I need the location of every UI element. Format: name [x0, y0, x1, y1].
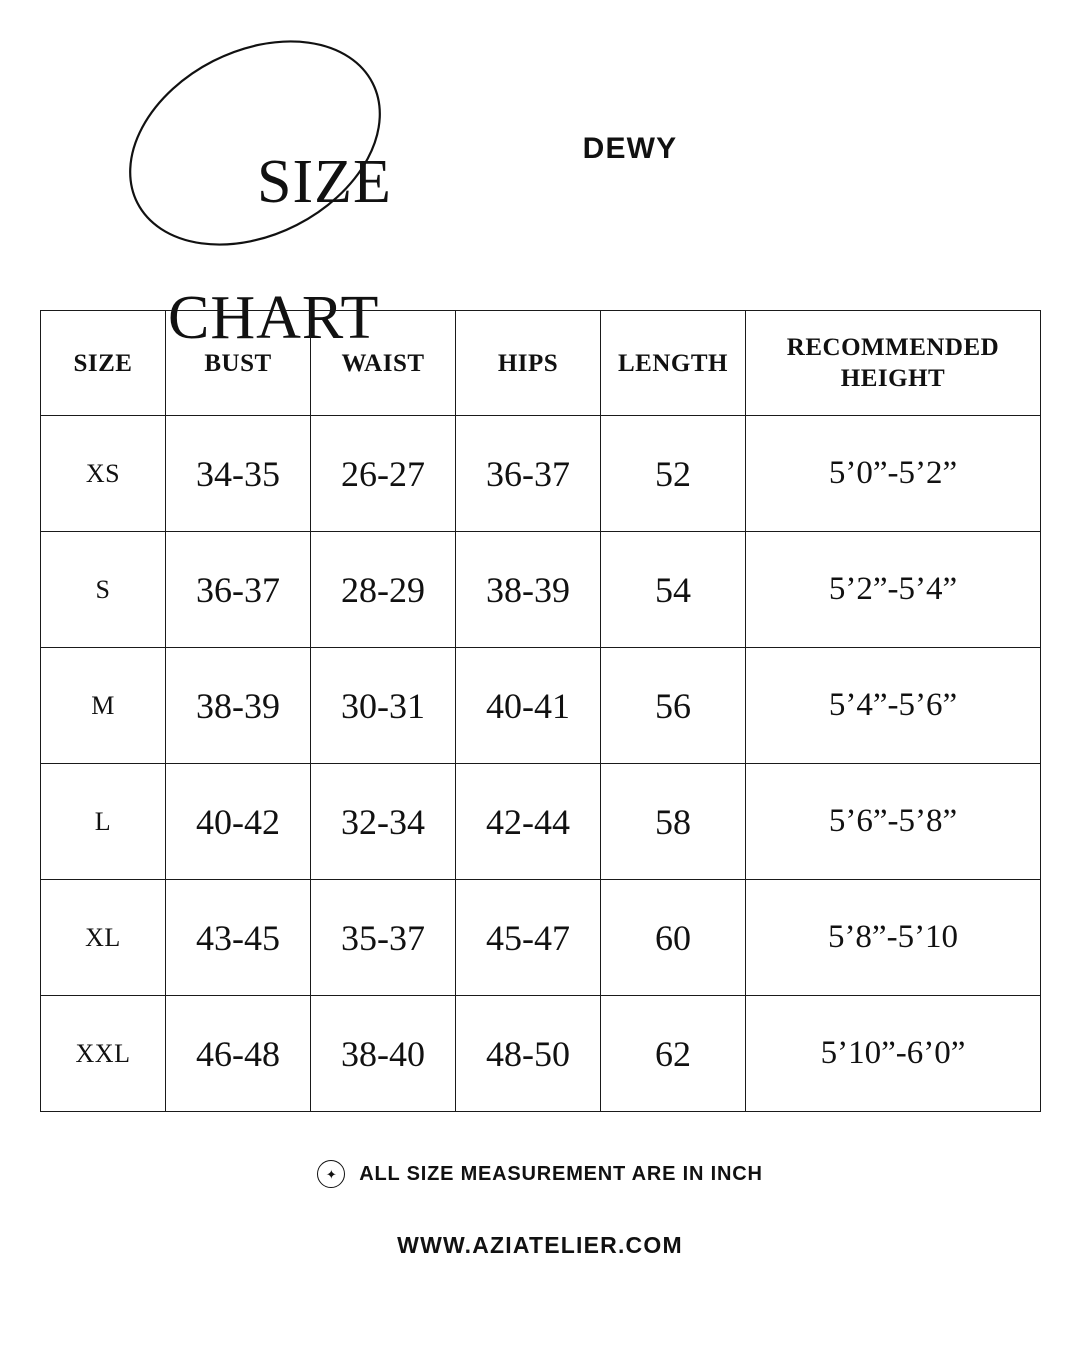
measurement-note — [0, 1160, 1080, 1188]
table-row — [41, 880, 1041, 996]
cell-length: 62 — [601, 996, 746, 1112]
column-header-bust: BUST — [166, 311, 311, 416]
page-header — [0, 0, 1080, 352]
cell-height: 5’2”-5’4” — [746, 532, 1041, 648]
measurement-note-text: ALL SIZE MEASUREMENT ARE IN INCH — [359, 1162, 763, 1185]
column-header-waist: WAIST — [311, 311, 456, 416]
cell-bust: 40-42 — [166, 764, 311, 880]
cell-length: 54 — [601, 532, 746, 648]
cell-size: L — [41, 764, 166, 880]
page-footer — [0, 1160, 1080, 1259]
page-title: DEWY — [582, 132, 678, 165]
size-chart-table — [40, 310, 1041, 1112]
cell-height: 5’6”-5’8” — [746, 764, 1041, 880]
logo-line-1: SIZE — [257, 148, 392, 216]
cell-waist: 30-31 — [311, 648, 456, 764]
column-header-size: SIZE — [41, 311, 166, 416]
cell-hips: 45-47 — [456, 880, 601, 996]
column-header-length: LENGTH — [601, 311, 746, 416]
cell-length: 56 — [601, 648, 746, 764]
column-header-recommended-height: RECOMMENDED HEIGHT — [746, 311, 1041, 416]
cell-bust: 34-35 — [166, 416, 311, 532]
cell-waist: 26-27 — [311, 416, 456, 532]
cell-hips: 40-41 — [456, 648, 601, 764]
logo-line-2: CHART — [168, 284, 380, 352]
cell-height: 5’10”-6’0” — [746, 996, 1041, 1112]
table-row — [41, 764, 1041, 880]
cell-bust: 43-45 — [166, 880, 311, 996]
cell-length: 60 — [601, 880, 746, 996]
cell-waist: 32-34 — [311, 764, 456, 880]
table-row — [41, 416, 1041, 532]
cell-height: 5’0”-5’2” — [746, 416, 1041, 532]
cell-waist: 28-29 — [311, 532, 456, 648]
cell-waist: 38-40 — [311, 996, 456, 1112]
cell-hips: 42-44 — [456, 764, 601, 880]
cell-height: 5’8”-5’10 — [746, 880, 1041, 996]
cell-waist: 35-37 — [311, 880, 456, 996]
cell-hips: 38-39 — [456, 532, 601, 648]
column-header-hips: HIPS — [456, 311, 601, 416]
cell-height: 5’4”-5’6” — [746, 648, 1041, 764]
cell-hips: 48-50 — [456, 996, 601, 1112]
sparkle-icon: ✦ — [317, 1160, 345, 1188]
cell-size: XXL — [41, 996, 166, 1112]
table-header-row — [41, 311, 1041, 416]
cell-hips: 36-37 — [456, 416, 601, 532]
website-url: WWW.AZIATELIER.COM — [397, 1232, 683, 1258]
table-row — [41, 532, 1041, 648]
table-row — [41, 648, 1041, 764]
cell-bust: 36-37 — [166, 532, 311, 648]
cell-size: S — [41, 532, 166, 648]
cell-length: 52 — [601, 416, 746, 532]
table-row — [41, 996, 1041, 1112]
cell-size: M — [41, 648, 166, 764]
cell-size: XS — [41, 416, 166, 532]
cell-length: 58 — [601, 764, 746, 880]
cell-bust: 38-39 — [166, 648, 311, 764]
size-chart-table-wrap — [40, 310, 1040, 1112]
cell-bust: 46-48 — [166, 996, 311, 1112]
cell-size: XL — [41, 880, 166, 996]
